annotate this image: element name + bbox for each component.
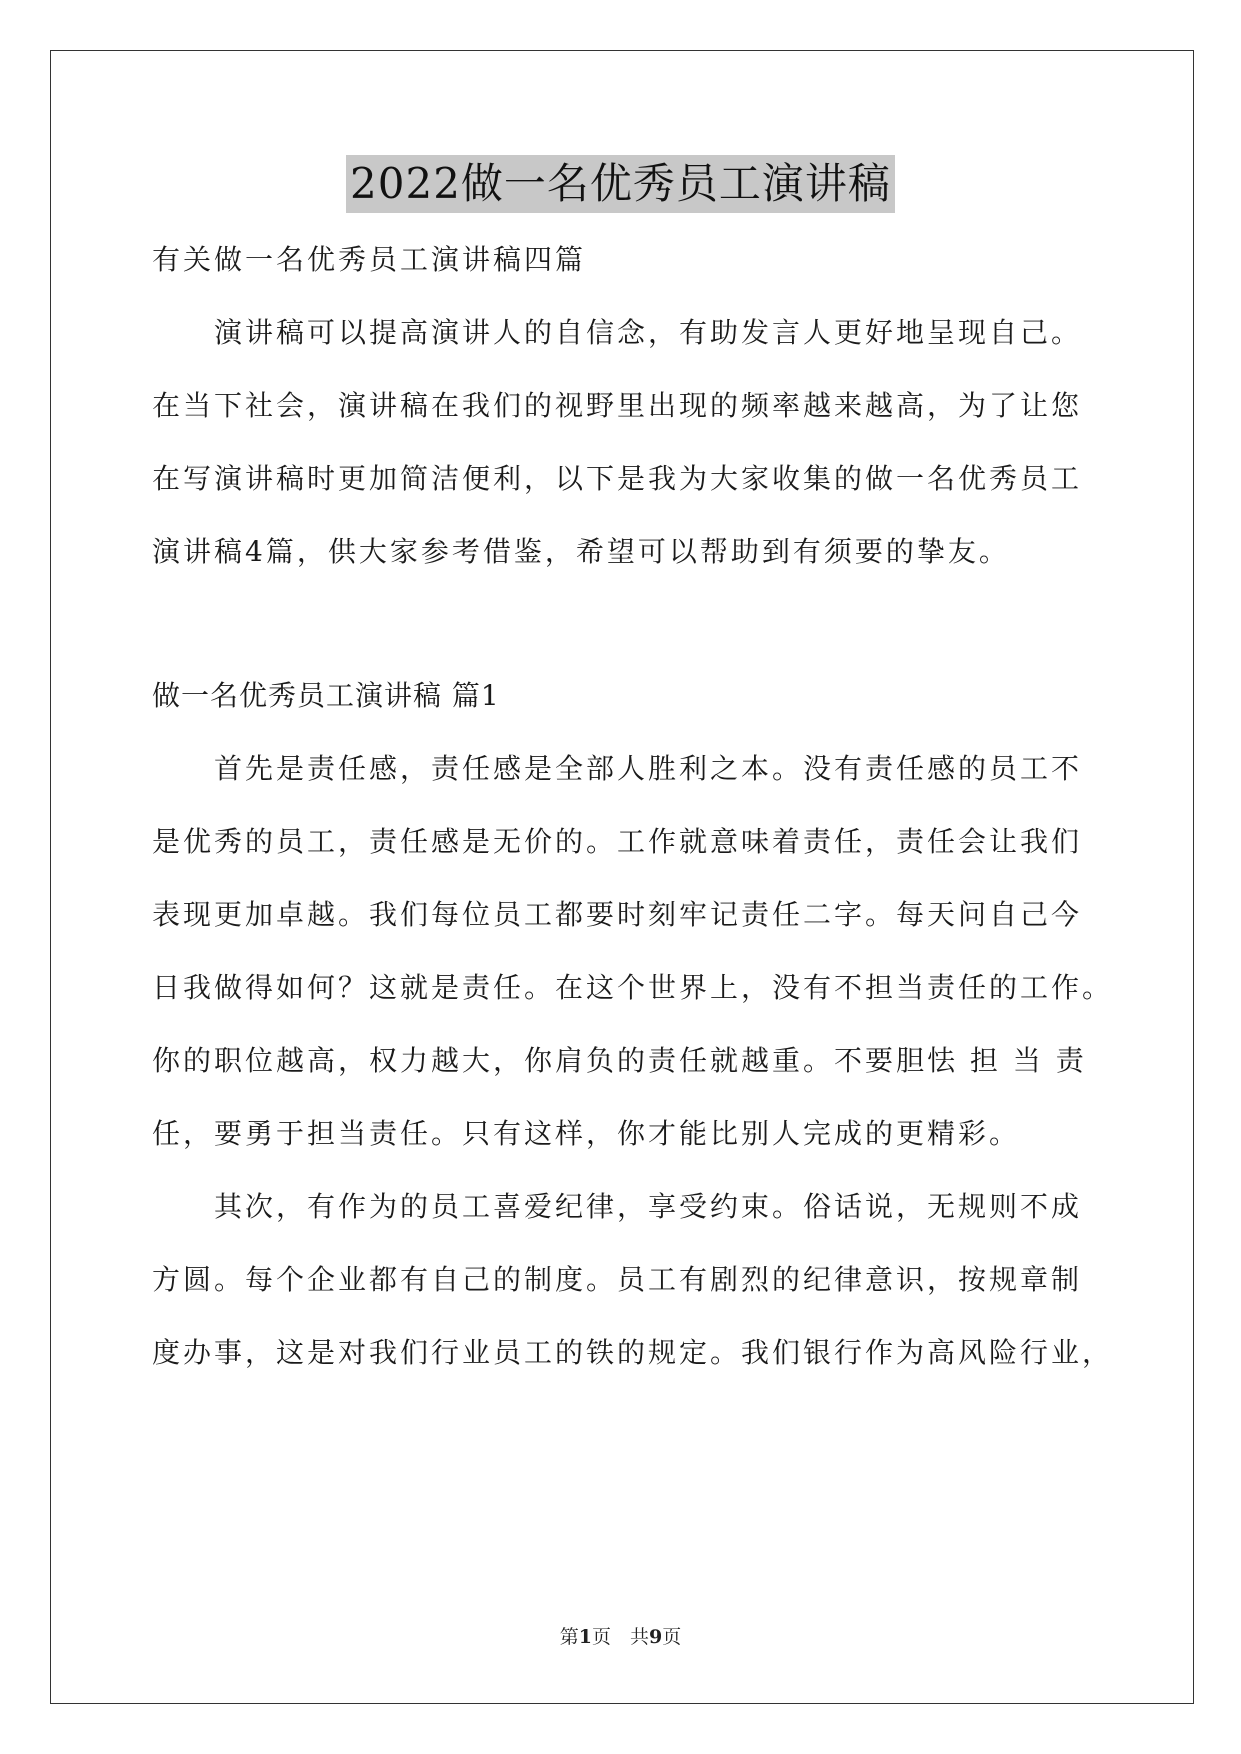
intro-line: 演讲稿4篇，供大家参考借鉴，希望可以帮助到有须要的挚友。	[152, 535, 1010, 568]
page-number-suffix: 页	[662, 1626, 682, 1648]
body-line: 其次，有作为的员工喜爱纪律，享受约束。俗话说，无规则不成	[152, 1190, 1083, 1223]
title-container	[0, 155, 1241, 213]
body-line: 日我做得如何？这就是责任。在这个世界上，没有不担当责任的工作。	[152, 971, 1114, 1004]
page-number-prefix: 第	[559, 1626, 579, 1648]
page-border	[50, 50, 1194, 1704]
body-line: 首先是责任感，责任感是全部人胜利之本。没有责任感的员工不	[152, 752, 1083, 785]
subtitle: 有关做一名优秀员工演讲稿四篇	[152, 243, 587, 276]
page-number-mid: 页 共	[591, 1626, 649, 1648]
body-line: 方圆。每个企业都有自己的制度。员工有剧烈的纪律意识，按规章制	[152, 1263, 1083, 1296]
page-footer	[0, 1624, 1241, 1650]
body-line: 你的职位越高，权力越大，你肩负的责任就越重。不要胆怯 担 当 责	[152, 1044, 1087, 1077]
section-heading: 做一名优秀员工演讲稿 篇1	[152, 679, 500, 712]
intro-line: 在当下社会，演讲稿在我们的视野里出现的频率越来越高，为了让您	[152, 389, 1083, 422]
intro-line: 演讲稿可以提高演讲人的自信念，有助发言人更好地呈现自己。	[152, 316, 1083, 349]
body-line: 任，要勇于担当责任。只有这样，你才能比别人完成的更精彩。	[152, 1117, 1021, 1150]
body-line: 是优秀的员工，责任感是无价的。工作就意味着责任，责任会让我们	[152, 825, 1083, 858]
page-title: 2022做一名优秀员工演讲稿	[346, 155, 895, 213]
body-line: 表现更加卓越。我们每位员工都要时刻牢记责任二字。每天问自己今	[152, 898, 1083, 931]
current-page-number: 1	[578, 1626, 592, 1648]
body-line: 度办事，这是对我们行业员工的铁的规定。我们银行作为高风险行业，	[152, 1336, 1114, 1369]
intro-line: 在写演讲稿时更加简洁便利，以下是我为大家收集的做一名优秀员工	[152, 462, 1083, 495]
total-page-number: 9	[649, 1626, 663, 1648]
